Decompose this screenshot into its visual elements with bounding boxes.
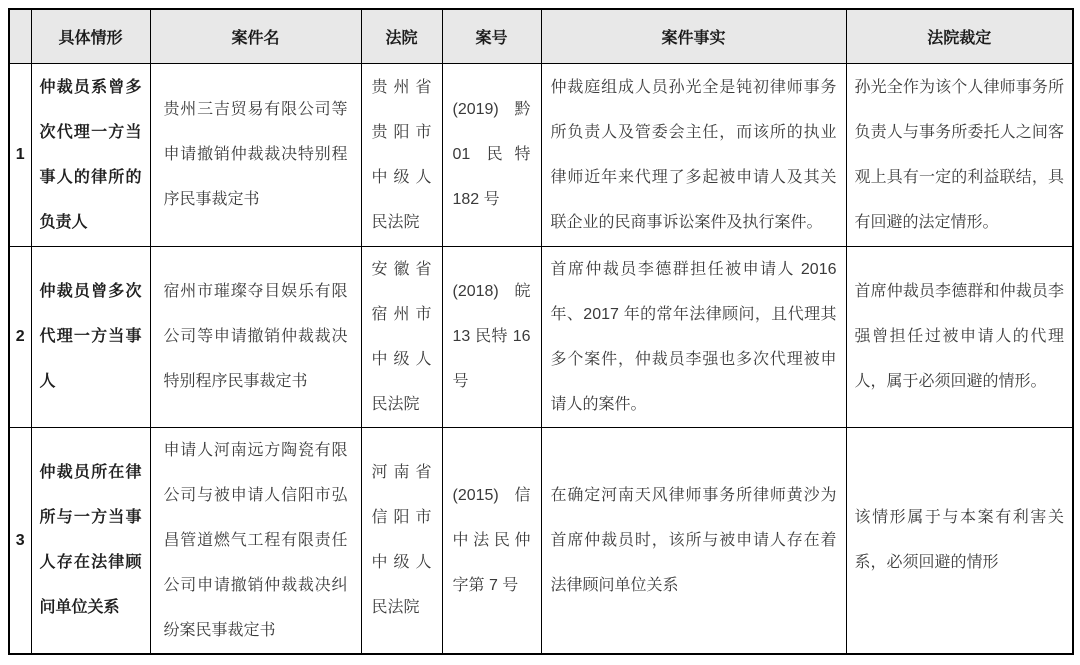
cell-case-number: (2019) 黔 01 民特 182 号 [442, 63, 541, 246]
header-situation: 具体情形 [31, 9, 150, 63]
header-index [9, 9, 31, 63]
cell-situation: 仲裁员曾多次代理一方当事人 [31, 246, 150, 427]
cell-case-facts: 首席仲裁员李德群担任被申请人 2016 年、2017 年的常年法律顾问，且代理其多个案件，仲裁员李强也多次代理被申请人的案件。 [541, 246, 846, 427]
cell-row-index: 1 [9, 63, 31, 246]
cell-situation: 仲裁员所在律所与一方当事人存在法律顾问单位关系 [31, 427, 150, 654]
header-case-facts: 案件事实 [541, 9, 846, 63]
header-court: 法院 [361, 9, 442, 63]
header-court-ruling: 法院裁定 [846, 9, 1073, 63]
cell-situation: 仲裁员系曾多次代理一方当事人的律所的负责人 [31, 63, 150, 246]
cell-court-ruling: 首席仲裁员李德群和仲裁员李强曾担任过被申请人的代理人，属于必须回避的情形。 [846, 246, 1073, 427]
cell-row-index: 3 [9, 427, 31, 654]
header-case-name: 案件名 [150, 9, 361, 63]
cell-case-facts: 仲裁庭组成人员孙光全是钝初律师事务所负责人及管委会主任，而该所的执业律师近年来代理了多起被申请人及其关联企业的民商事诉讼案件及执行案件。 [541, 63, 846, 246]
table-row [9, 427, 1073, 654]
cell-case-name: 贵州三吉贸易有限公司等申请撤销仲裁裁决特别程序民事裁定书 [150, 63, 361, 246]
table-row [9, 63, 1073, 246]
arbitrator-recusal-cases-table [8, 8, 1074, 655]
cell-court: 安徽省宿州市中级人民法院 [361, 246, 442, 427]
header-case-number: 案号 [442, 9, 541, 63]
header-row [9, 9, 1073, 63]
cell-case-number: (2015) 信中法民仲字第 7 号 [442, 427, 541, 654]
cell-case-name: 申请人河南远方陶瓷有限公司与被申请人信阳市弘昌管道燃气工程有限责任公司申请撤销仲裁裁决纠纷案民事裁定书 [150, 427, 361, 654]
cell-court-ruling: 该情形属于与本案有利害关系，必须回避的情形 [846, 427, 1073, 654]
table-row [9, 246, 1073, 427]
cell-court: 贵州省贵阳市中级人民法院 [361, 63, 442, 246]
cell-case-number: (2018) 皖 13 民特 16 号 [442, 246, 541, 427]
cell-case-name: 宿州市璀璨夺目娱乐有限公司等申请撤销仲裁裁决特别程序民事裁定书 [150, 246, 361, 427]
cell-court: 河南省信阳市中级人民法院 [361, 427, 442, 654]
cell-row-index: 2 [9, 246, 31, 427]
cell-court-ruling: 孙光全作为该个人律师事务所负责人与事务所委托人之间客观上具有一定的利益联结，具有回避的法定情形。 [846, 63, 1073, 246]
cell-case-facts: 在确定河南天风律师事务所律师黄沙为首席仲裁员时，该所与被申请人存在着法律顾问单位关系 [541, 427, 846, 654]
